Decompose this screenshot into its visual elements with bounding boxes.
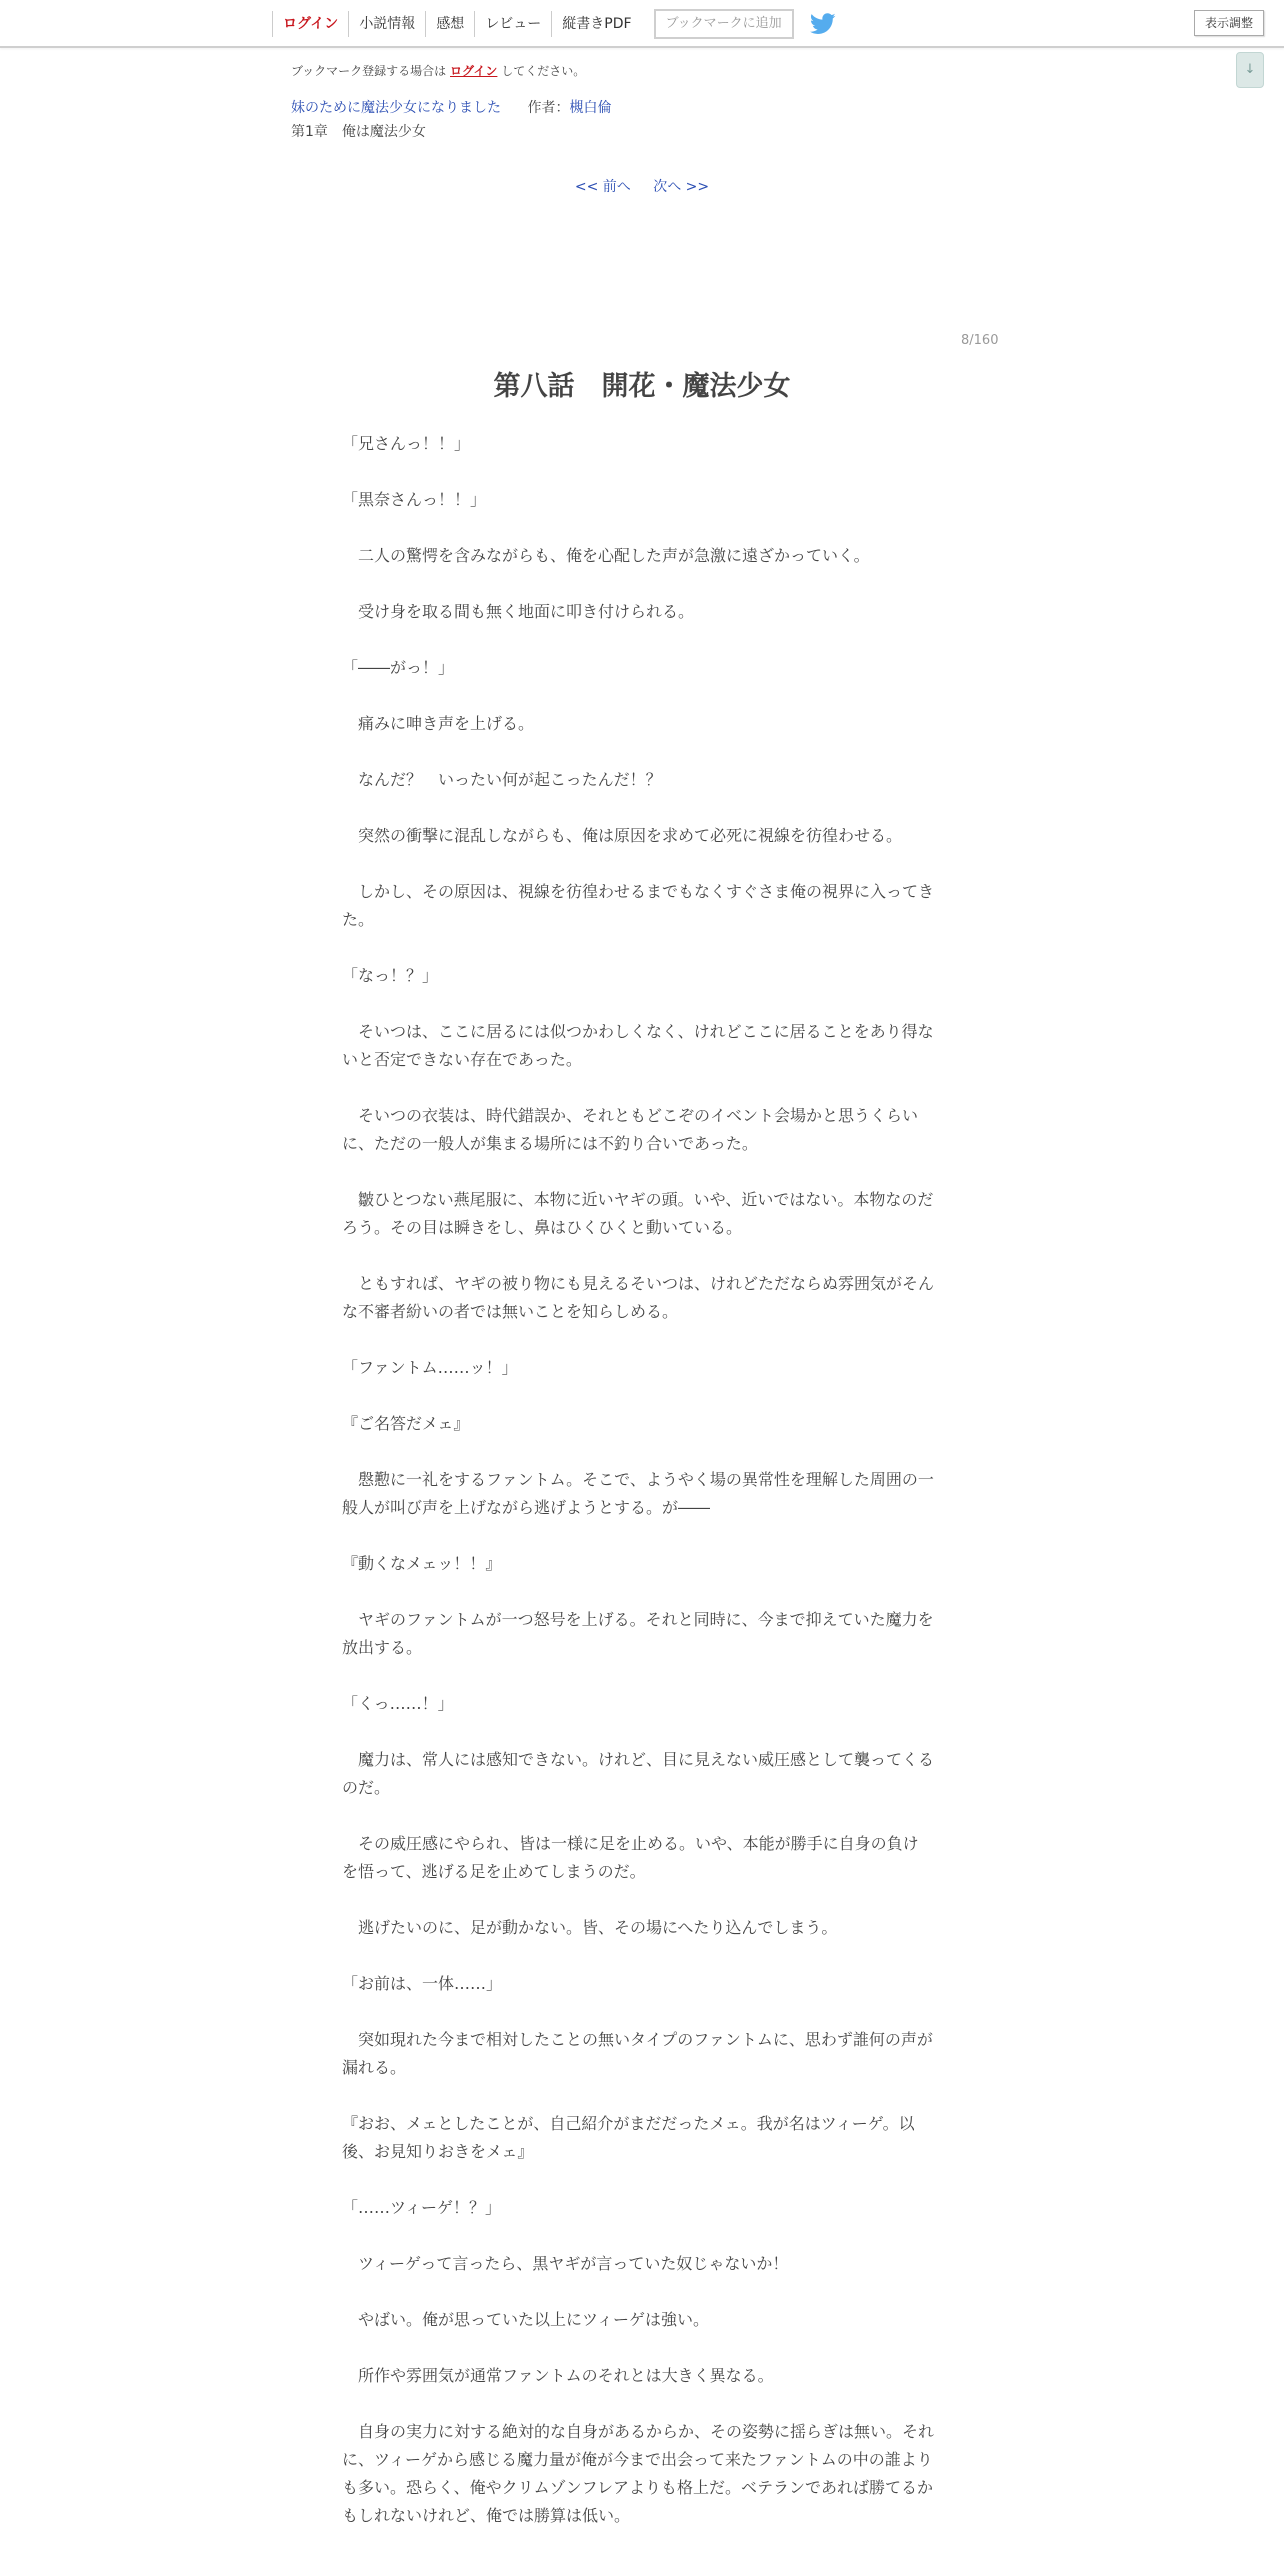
novel-meta bbox=[291, 97, 611, 117]
display-settings-button[interactable]: 表示調整 bbox=[1194, 10, 1264, 36]
paragraph: ともすれば、ヤギの被り物にも見えるそいつは、けれどただならぬ雰囲気がそんな不審者紛いの者では無いことを知らしめる。 bbox=[342, 1274, 935, 1321]
header-nav bbox=[272, 11, 836, 37]
page-count: 8/160 bbox=[961, 333, 999, 348]
paragraph: 『おお、メェとしたことが、自己紹介がまだだったメェ。我が名はツィーゲ。以後、お見知りおきをメェ』 bbox=[342, 2114, 915, 2161]
paragraph: ヤギのファントムが一つ怒号を上げる。それと同時に、今まで抑えていた魔力を放出する。 bbox=[342, 1610, 934, 1657]
login-notice-link[interactable]: ログイン bbox=[450, 64, 498, 78]
paragraph: ツィーゲって言ったら、黒ヤギが言っていた奴じゃないか！ bbox=[342, 2254, 789, 2273]
prev-page-link[interactable]: << 前へ bbox=[574, 179, 631, 195]
nav-impressions-link[interactable]: 感想 bbox=[425, 11, 474, 37]
paragraph: 逃げたいのに、足が動かない。皆、その場にへたり込んでしまう。 bbox=[342, 1918, 838, 1937]
paragraph: 痛みに呻き声を上げる。 bbox=[342, 714, 535, 733]
paragraph: そいつの衣装は、時代錯誤か、それともどこぞのイベント会場かと思うくらいに、ただの一般人が集まる場所には不釣り合いであった。 bbox=[342, 1106, 919, 1153]
author-label: 作者： bbox=[527, 100, 570, 116]
nav-review-link[interactable]: レビュー bbox=[474, 11, 551, 37]
paragraph: その威圧感にやられ、皆は一様に足を止める。いや、本能が勝手に自身の負けを悟って、逃げる足を止めてしまうのだ。 bbox=[342, 1834, 919, 1881]
chapter-title: 第1章 俺は魔法少女 bbox=[291, 124, 426, 140]
scroll-down-button[interactable]: ↓ bbox=[1236, 52, 1264, 88]
paragraph: そいつは、ここに居るには似つかわしくなく、けれどここに居ることをあり得ないと否定できない存在であった。 bbox=[342, 1022, 934, 1069]
paragraph: 所作や雰囲気が通常ファントムのそれとは大きく異なる。 bbox=[342, 2366, 774, 2385]
login-notice bbox=[291, 62, 585, 79]
episode-title: 第八話 開花・魔法少女 bbox=[493, 371, 791, 402]
paragraph: 「ファントム……ッ！」 bbox=[342, 1358, 518, 1377]
site-header bbox=[0, 0, 1284, 48]
novel-title-link[interactable]: 妹のために魔法少女になりました bbox=[291, 100, 501, 116]
paragraph: 魔力は、常人には感知できない。けれど、目に見えない威圧感として襲ってくるのだ。 bbox=[342, 1750, 935, 1797]
novel-body bbox=[342, 430, 934, 2558]
paragraph: 「なっ！？」 bbox=[342, 966, 439, 985]
paragraph: 二人の驚愕を含みながらも、俺を心配した声が急激に遠ざかっていく。 bbox=[342, 546, 870, 565]
nav-vertical-pdf-link[interactable]: 縦書きPDF bbox=[551, 11, 641, 37]
paragraph: 「黒奈さんっ！！」 bbox=[342, 490, 487, 509]
next-page-link[interactable]: 次へ >> bbox=[653, 179, 710, 195]
paragraph: 「……ツィーゲ！？」 bbox=[342, 2198, 502, 2217]
twitter-bird-icon[interactable] bbox=[810, 13, 836, 35]
author-link[interactable]: 槻白倫 bbox=[569, 100, 612, 116]
paragraph: 突如現れた今まで相対したことの無いタイプのファントムに、思わず誰何の声が漏れる。 bbox=[342, 2030, 933, 2077]
paragraph: 「兄さんっ！！」 bbox=[342, 434, 471, 453]
nav-novel-info-link[interactable]: 小説情報 bbox=[348, 11, 425, 37]
add-bookmark-button[interactable]: ブックマークに追加 bbox=[654, 9, 794, 39]
top-pager bbox=[0, 176, 1284, 196]
paragraph: 突然の衝撃に混乱しながらも、俺は原因を求めて必死に視線を彷徨わせる。 bbox=[342, 826, 903, 845]
paragraph: 『ご名答だメェ』 bbox=[342, 1414, 470, 1433]
paragraph: なんだ？ いったい何が起こったんだ！？ bbox=[342, 770, 662, 789]
paragraph: 受け身を取る間も無く地面に叩き付けられる。 bbox=[342, 602, 695, 621]
paragraph: 皺ひとつない燕尾服に、本物に近いヤギの頭。いや、近いではない。本物なのだろう。その目は瞬きをし、鼻はひくひくと動いている。 bbox=[342, 1190, 934, 1237]
paragraph: 自身の実力に対する絶対的な自身があるからか、その姿勢に揺らぎは無い。それに、ツィーゲから感じる魔力量が俺が今まで出会って来たファントムの中の誰よりも多い。恐らく、俺やクリムゾンフレアよりも格上だ。ベテランであれば勝てるかもしれないけれど、俺では勝算は低い。 bbox=[342, 2422, 935, 2525]
paragraph: 「くっ……！」 bbox=[342, 1694, 454, 1713]
nav-login-link[interactable]: ログイン bbox=[272, 11, 348, 37]
paragraph: 「お前は、一体……」 bbox=[342, 1974, 503, 1993]
paragraph: やばい。俺が思っていた以上にツィーゲは強い。 bbox=[342, 2310, 710, 2329]
login-notice-prefix: ブックマーク登録する場合は bbox=[291, 64, 447, 78]
paragraph: 慇懃に一礼をするファントム。そこで、ようやく場の異常性を理解した周囲の一般人が叫び声を上げながら逃げようとする。が―― bbox=[342, 1470, 934, 1517]
login-notice-suffix: してください。 bbox=[501, 64, 586, 78]
paragraph: 『動くなメェッ！！』 bbox=[342, 1554, 502, 1573]
paragraph: しかし、その原因は、視線を彷徨わせるまでもなくすぐさま俺の視界に入ってきた。 bbox=[342, 882, 935, 929]
paragraph: 「――がっ！」 bbox=[342, 658, 455, 677]
